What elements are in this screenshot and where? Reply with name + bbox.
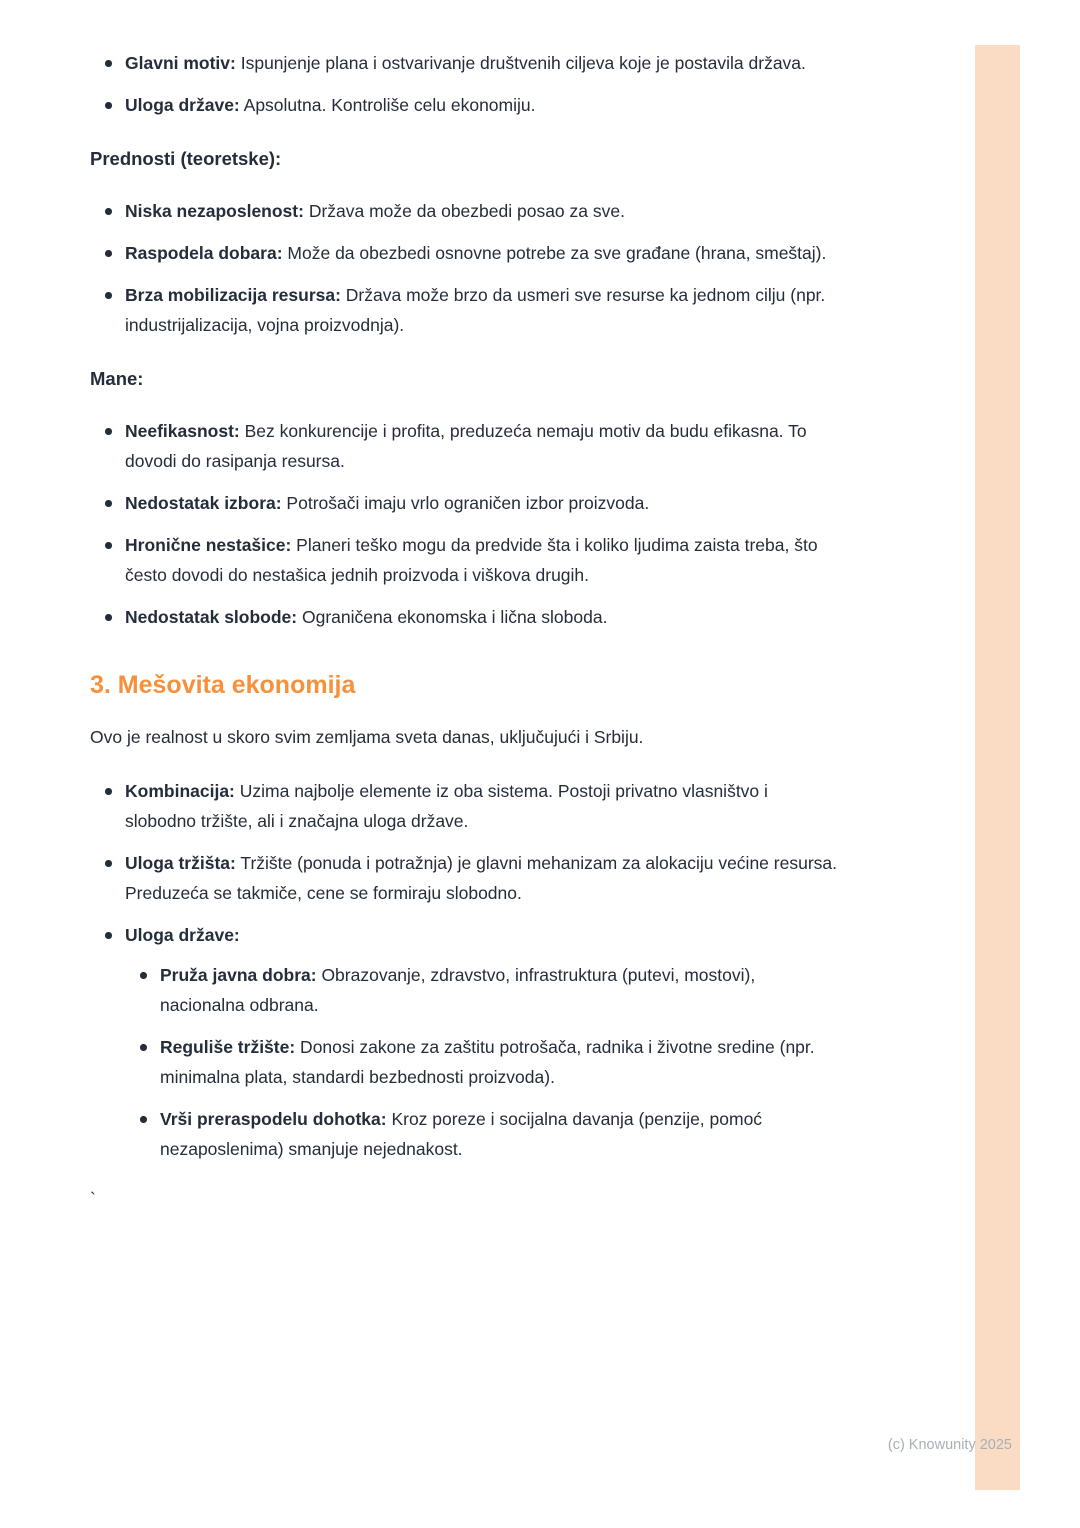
item-text: Tržište (ponuda i potražnja) je glavni mehanizam za alokaciju većine resursa. Preduzeća se takmiče, cene se formiraju slobodno.: [125, 853, 837, 903]
mixed-economy-list: [90, 776, 840, 1164]
list-item: [90, 196, 840, 226]
list-item: [90, 280, 840, 340]
list-item: [90, 48, 840, 78]
list-item: [90, 848, 840, 908]
list-item: [90, 776, 840, 836]
item-text: Planeri teško mogu da predvide šta i koliko ljudima zaista treba, što često dovodi do nestašica jednih proizvoda i viškova drugih.: [125, 535, 818, 585]
intro-list: [90, 48, 840, 120]
list-item: [90, 530, 840, 590]
copyright-footer: (c) Knowunity 2025: [887, 1437, 1012, 1453]
list-item: [125, 1104, 840, 1164]
disadvantages-heading: Mane:: [90, 368, 144, 389]
item-label: Pruža javna dobra:: [160, 965, 317, 985]
list-item: [90, 488, 840, 518]
item-text: Država može brzo da usmeri sve resurse ka jednom cilju (npr. industrijalizacija, vojna proizvodnja).: [125, 285, 826, 335]
list-item: [90, 238, 840, 268]
item-label: Neefikasnost:: [125, 421, 240, 441]
item-text: Potrošači imaju vrlo ograničen izbor proizvoda.: [281, 493, 650, 513]
item-text: Apsolutna. Kontroliše celu ekonomiju.: [239, 95, 536, 115]
list-item: [125, 960, 840, 1020]
advantages-list: [90, 196, 840, 340]
item-label: Glavni motiv:: [125, 53, 236, 73]
item-text: Kroz poreze i socijalna davanja (penzije, pomoć nezaposlenima) smanjuje nejednakost.: [160, 1109, 763, 1159]
item-label: Nedostatak izbora:: [125, 493, 282, 513]
stray-backtick: `: [90, 1189, 96, 1209]
item-label: Uloga države:: [125, 925, 240, 945]
item-label: Nedostatak slobode:: [125, 607, 298, 627]
item-label: Kombinacija:: [125, 781, 235, 801]
item-label: Brza mobilizacija resursa:: [125, 285, 341, 305]
item-text: Ispunjenje plana i ostvarivanje društvenih ciljeva koje je postavila država.: [235, 53, 806, 73]
item-text: Ograničena ekonomska i lična sloboda.: [297, 607, 608, 627]
list-item: [90, 602, 840, 632]
list-item: [125, 1032, 840, 1092]
state-roles-list: [125, 960, 840, 1164]
item-text: Država može da obezbedi posao za sve.: [303, 201, 625, 221]
document-content: [90, 48, 840, 1214]
disadvantages-list: [90, 416, 840, 632]
mixed-economy-heading: 3. Mešovita ekonomija: [90, 671, 356, 699]
item-text: Uzima najbolje elemente iz oba sistema. Postoji privatno vlasništvo i slobodno tržište, ali i značajna uloga države.: [125, 781, 768, 831]
item-text: Donosi zakone za zaštitu potrošača, radnika i životne sredine (npr. minimalna plata, standardi bezbednosti proizvoda).: [160, 1037, 815, 1087]
list-item: [90, 416, 840, 476]
list-item: [90, 920, 840, 1164]
item-label: Uloga tržišta:: [125, 853, 236, 873]
item-label: Reguliše tržište:: [160, 1037, 296, 1057]
list-item: [90, 90, 840, 120]
item-text: Bez konkurencije i profita, preduzeća nemaju motiv da budu efikasna. To dovodi do rasipanja resursa.: [125, 421, 807, 471]
page-edge-stripe: [975, 45, 1020, 1490]
item-text: Može da obezbedi osnovne potrebe za sve građane (hrana, smeštaj).: [282, 243, 827, 263]
item-label: Hronične nestašice:: [125, 535, 292, 555]
item-label: Uloga države:: [125, 95, 240, 115]
advantages-heading: Prednosti (teoretske):: [90, 148, 282, 169]
item-label: Raspodela dobara:: [125, 243, 283, 263]
item-text: Obrazovanje, zdravstvo, infrastruktura (putevi, mostovi), nacionalna odbrana.: [160, 965, 756, 1015]
item-label: Niska nezaposlenost:: [125, 201, 304, 221]
mixed-economy-intro: Ovo je realnost u skoro svim zemljama sveta danas, uključujući i Srbiju.: [90, 727, 644, 747]
item-label: Vrši preraspodelu dohotka:: [160, 1109, 387, 1129]
